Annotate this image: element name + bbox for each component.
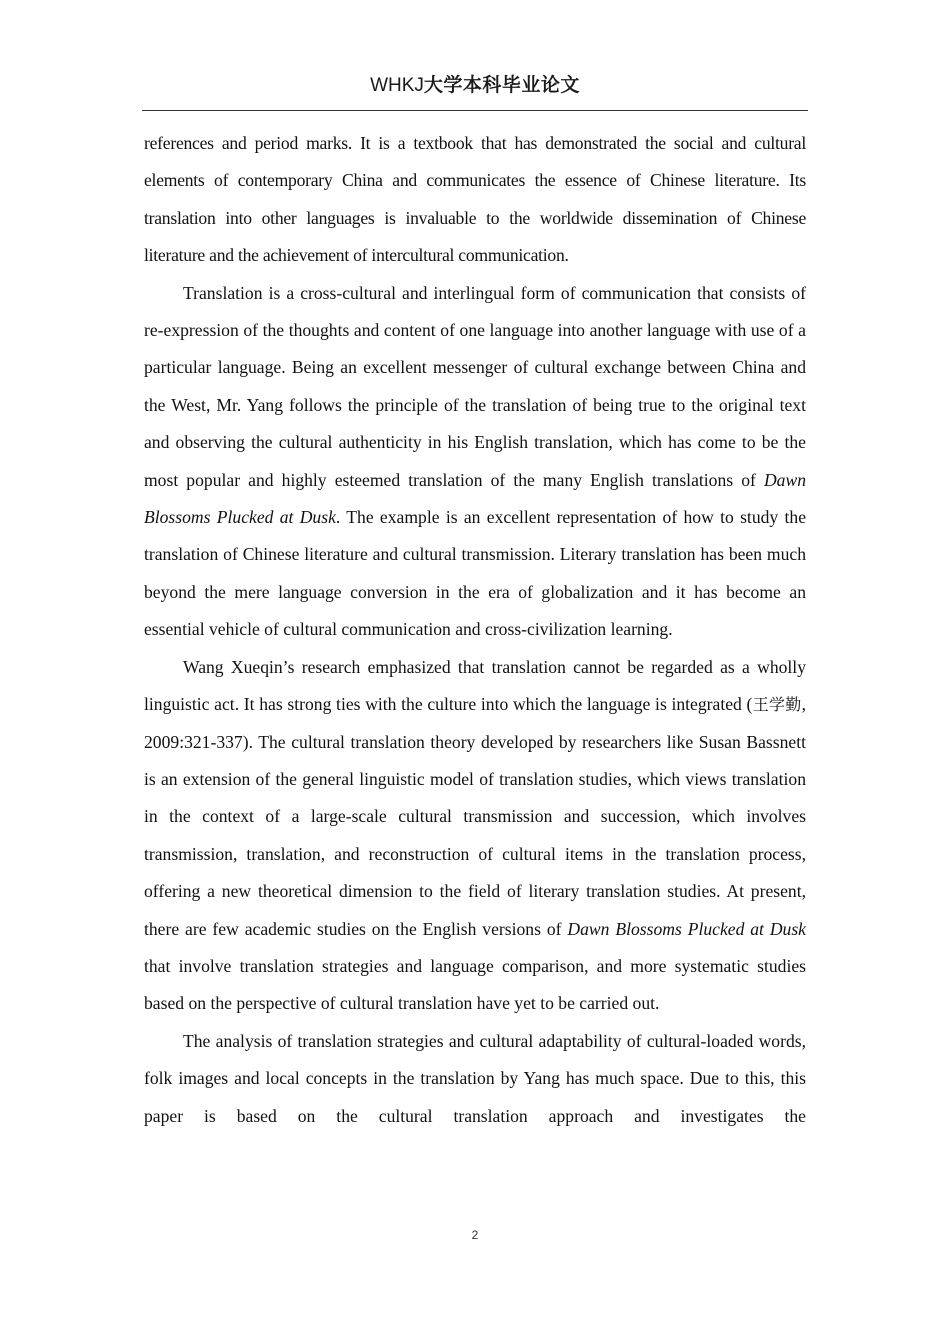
paragraph-text: The analysis of translation strategies and cultural adaptability of cultural-loaded words, folk images and local concepts in the translation by Yang has much space. Due to this, this paper is based on the cultural translation approach and investigates the	[144, 1030, 806, 1126]
paragraph-text: references and period marks. It is a textbook that has demonstrated the social and cultural elements of contemporary China and communicates the essence of Chinese literature. Its translation into other languages is invaluable to the worldwide dissemination of Chinese literature and the achievement of intercultural communication.	[144, 133, 806, 266]
paragraph	[144, 125, 806, 275]
page-header	[142, 70, 808, 97]
book-title: Dawn Blossoms Plucked at Dusk	[567, 918, 806, 939]
paragraph	[144, 1023, 806, 1135]
paragraph-text: . The example is an excellent representation of how to study the translation of Chinese literature and cultural transmission. Literary translation has been much beyond the mere language conversion in the era of globalization and it has become an essential vehicle of cultural communication and cross-civilization learning.	[144, 507, 807, 640]
header-title: 大学本科毕业论文	[423, 74, 580, 96]
paragraph-text: Translation is a cross-cultural and interlingual form of communication that consists of re-expression of the thoughts and content of one language into another language with use of a particular language. Being an excellent messenger of cultural exchange between China and the West, Mr. Yang follows the principle of the translation of being true to the original text and observing the cultural authenticity in his English translation, which has come to be the most popular and highly esteemed translation of the many English translations of	[144, 282, 806, 490]
body-text	[144, 125, 806, 1135]
header-divider	[142, 110, 808, 111]
paragraph	[144, 275, 806, 649]
paragraph-text: , 2009:321-337). The cultural translation theory developed by researchers like Susan Bassnett is an extension of the general linguistic model of translation studies, which views translation in the context of a large-scale cultural transmission and succession, which involves transmission, translation, and reconstruction of cultural items in the translation process, offering a new theoretical dimension to the field of literary translation studies. At present, there are few academic studies on the English versions of	[144, 694, 806, 939]
paragraph	[144, 649, 806, 1023]
paragraph-text: that involve translation strategies and language comparison, and more systematic studies based on the perspective of cultural translation have yet to be carried out.	[144, 955, 806, 1014]
book-title: Dawn Blossoms Plucked at Dusk	[144, 469, 806, 528]
paragraph-text: Wang Xueqin’s research emphasized that translation cannot be regarded as a wholly linguistic act. It has strong ties with the culture into which the language is integrated (	[144, 656, 806, 715]
header-latin: WHKJ	[370, 75, 424, 96]
page-number: 2	[471, 1228, 479, 1242]
citation-author: 王学勤	[752, 695, 802, 715]
